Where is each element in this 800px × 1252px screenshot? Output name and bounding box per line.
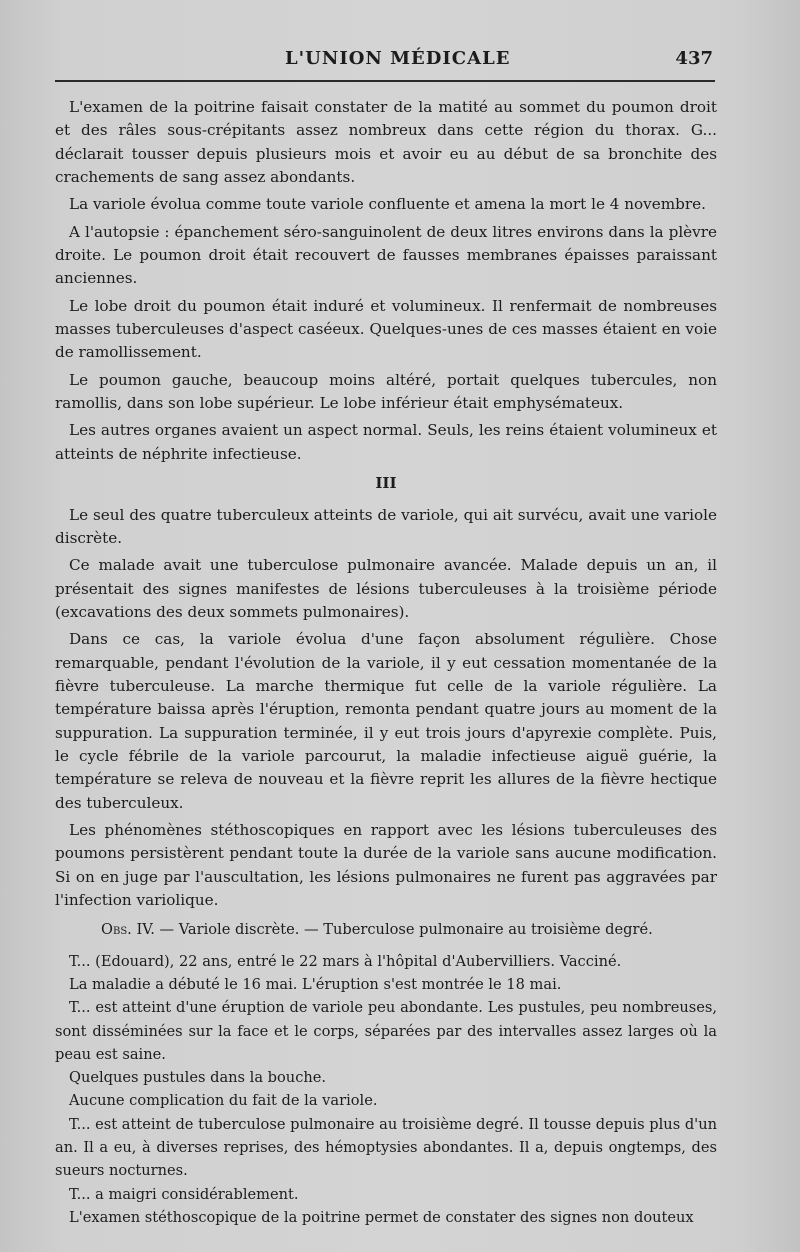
paragraph: T... est atteint d'une éruption de variole peu abondante. Les pustules, peu nombreuses, sont disséminées sur la face et le corps, séparées par des intervalles assez larges où la peau est saine.	[55, 999, 717, 1063]
paragraph: Ce malade avait une tuberculose pulmonaire avancée. Malade depuis un an, il présentait des signes manifestes de lésions tuberculeuses à la troisième période (excavations des deux sommets pulmonaires).	[55, 556, 717, 621]
header-rule	[55, 80, 715, 82]
page-header	[55, 44, 715, 74]
observation-label: Obs. IV.	[101, 921, 155, 939]
paragraph: Le lobe droit du poumon était induré et volumineux. Il renfermait de nombreuses masses tuberculeuses d'aspect caséeux. Quelques-unes de ces masses étaient en voie de ramollissement.	[55, 296, 717, 362]
paragraph: Le seul des quatre tuberculeux atteints de variole, qui ait survécu, avait une variole discrète.	[55, 505, 717, 547]
observation-heading	[55, 918, 717, 941]
paragraph: Dans ce cas, la variole évolua d'une façon absolument régulière. Chose remarquable, pendant l'évolution de la variole, il y eut cessation momentanée de la fièvre tuberculeuse. La marche thermique fut celle de la variole régulière. La température baissa après l'éruption, remonta pendant quatre jours au moment de la suppuration. La suppuration terminée, il y eut trois jours d'apyrexie complète. Puis, le cycle fébrile de la variole parcourut, la maladie infectieuse aiguë guérie, la température se releva de nouveau et la fièvre reprit les allures de la fièvre hectique des tuberculeux.	[55, 630, 717, 812]
body-text	[55, 96, 717, 1229]
page-number: 437	[675, 48, 713, 69]
observation-title: — Variole discrète. — Tuberculose pulmonaire au troisième degré.	[154, 921, 653, 939]
paragraph: A l'autopsie : épanchement séro-sanguinolent de deux litres environs dans la plèvre droite. Le poumon droit était recouvert de fausses membranes épaisses paraissant anciennes.	[55, 222, 717, 288]
paragraph: Aucune complication du fait de la variole.	[69, 1092, 378, 1110]
paragraph: L'examen stéthoscopique de la poitrine permet de constater des signes non douteux	[69, 1208, 694, 1226]
paragraph: T... (Edouard), 22 ans, entré le 22 mars à l'hôpital d'Aubervilliers. Vacciné.	[69, 952, 622, 970]
running-title: L'UNION MÉDICALE	[285, 48, 511, 69]
paragraph: T... est atteint de tuberculose pulmonaire au troisième degré. Il tousse depuis plus d'un an. Il a eu, à diverses reprises, des hémoptysies abondantes. Il a, depuis ongtemps, des sueurs nocturnes.	[55, 1115, 717, 1180]
paragraph: La maladie a débuté le 16 mai. L'éruption s'est montrée le 18 mai.	[69, 975, 562, 993]
paragraph: Quelques pustules dans la bouche.	[69, 1069, 327, 1087]
paragraph: T... a maigri considérablement.	[69, 1185, 299, 1203]
paragraph: Les autres organes avaient un aspect normal. Seuls, les reins étaient volumineux et atteints de néphrite infectieuse.	[55, 421, 717, 463]
section-number: III	[375, 474, 397, 493]
paragraph: L'examen de la poitrine faisait constater de la matité au sommet du poumon droit et des râles sous-crépitants assez nombreux dans cette région du thorax. G... déclarait tousser depuis plusieurs mois et avoir eu au début de sa bronchite des crachements de sang assez abondants.	[55, 98, 717, 187]
observation-body	[55, 950, 717, 1230]
paragraph: La variole évolua comme toute variole confluente et amena la mort le 4 novembre.	[69, 195, 706, 214]
paragraph: Les phénomènes stéthoscopiques en rapport avec les lésions tuberculeuses des poumons persistèrent pendant toute la durée de la variole sans aucune modification. Si on en juge par l'auscultation, les lésions pulmonaires ne furent pas aggravées par l'infection variolique.	[55, 820, 717, 909]
paragraph: Le poumon gauche, beaucoup moins altéré, portait quelques tubercules, non ramollis, dans son lobe supérieur. Le lobe inférieur était emphysémateux.	[55, 370, 717, 413]
